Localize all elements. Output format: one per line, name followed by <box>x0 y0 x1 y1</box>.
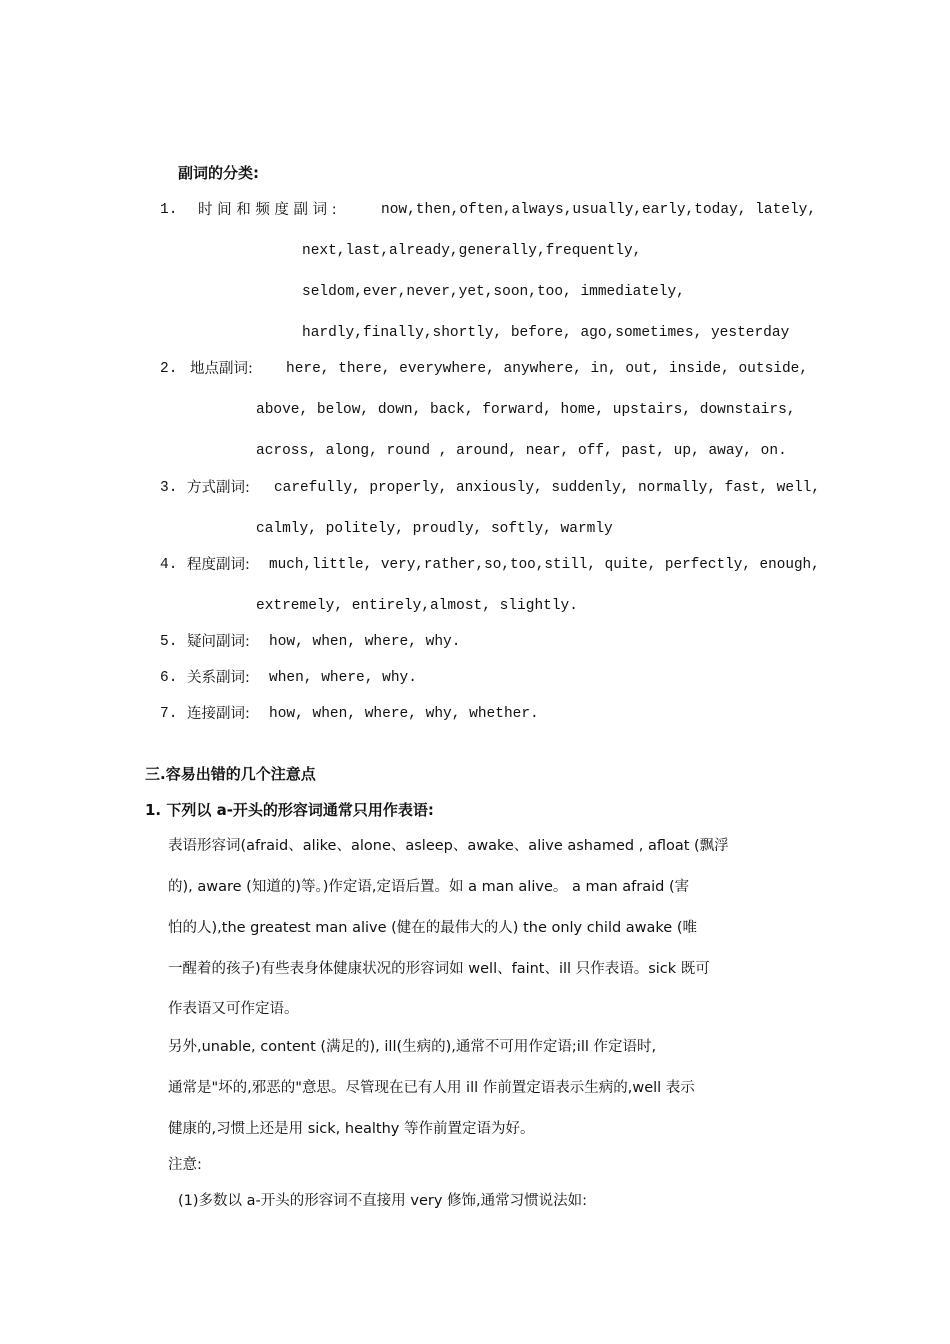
para-1-line-1: 表语形容词(afraid、alike、alone、asleep、awake、alive ashamed , afloat (飘浮 <box>168 838 729 854</box>
para-1-line-3: 怕的人),the greatest man alive (健在的最伟大的人) the only child awake (唯 <box>168 920 697 936</box>
item-4-number: 4. <box>160 557 178 573</box>
item-1-line-4: hardly,finally,shortly, before, ago,sometimes, yesterday <box>302 325 790 341</box>
para-2-line-2: 通常是"坏的,邪恶的"意思。尽管现在已有人用 ill 作前置定语表示生病的,well 表示 <box>168 1080 695 1096</box>
item-7-line-1: how, when, where, why, whether. <box>269 706 539 722</box>
item-2-label: 地点副词: <box>190 361 253 377</box>
para-2-line-1: 另外,unable, content (满足的), ill(生病的),通常不可用作定语;ill 作定语时, <box>168 1039 657 1055</box>
note-1: (1)多数以 a-开头的形容词不直接用 very 修饰,通常习惯说法如: <box>178 1193 588 1209</box>
item-1-label: 时 间 和 频 度 副 词 : <box>198 202 337 218</box>
item-1-line-3: seldom,ever,never,yet,soon,too, immediately, <box>302 284 685 300</box>
note-label: 注意: <box>168 1157 202 1173</box>
part-3-title: 三.容易出错的几个注意点 <box>145 765 316 783</box>
item-3-label: 方式副词: <box>187 480 250 496</box>
section-title: 副词的分类: <box>178 164 259 182</box>
item-5-label: 疑问副词: <box>187 634 250 650</box>
item-4-line-2: extremely, entirely,almost, slightly. <box>256 598 578 614</box>
item-5-line-1: how, when, where, why. <box>269 634 461 650</box>
item-5-number: 5. <box>160 634 178 650</box>
para-1-line-5: 作表语又可作定语。 <box>168 1001 299 1017</box>
item-6-number: 6. <box>160 670 178 686</box>
item-2-line-2: above, below, down, back, forward, home, upstairs, downstairs, <box>256 402 796 418</box>
point-1-title: 1. 下列以 a-开头的形容词通常只用作表语: <box>145 801 434 819</box>
item-4-line-1: much,little, very,rather,so,too,still, quite, perfectly, enough, <box>269 557 820 573</box>
item-6-line-1: when, where, why. <box>269 670 417 686</box>
item-2-number: 2. <box>160 361 178 377</box>
item-1-line-1: now,then,often,always,usually,early,today, lately, <box>381 202 817 218</box>
item-1-line-2: next,last,already,generally,frequently, <box>302 243 642 259</box>
item-3-number: 3. <box>160 480 178 496</box>
item-6-label: 关系副词: <box>187 670 250 686</box>
para-2-line-3: 健康的,习惯上还是用 sick, healthy 等作前置定语为好。 <box>168 1121 535 1137</box>
item-4-label: 程度副词: <box>187 557 250 573</box>
item-1-number: 1. <box>160 202 178 218</box>
item-2-line-1: here, there, everywhere, anywhere, in, out, inside, outside, <box>286 361 809 377</box>
para-1-line-4: 一醒着的孩子)有些表身体健康状况的形容词如 well、faint、ill 只作表语。sick 既可 <box>168 961 710 977</box>
item-3-line-2: calmly, politely, proudly, softly, warmly <box>256 521 613 537</box>
para-1-line-2: 的), aware (知道的)等。)作定语,定语后置。如 a man alive。 a man afraid (害 <box>168 879 690 895</box>
item-7-number: 7. <box>160 706 178 722</box>
item-2-line-3: across, along, round , around, near, off, past, up, away, on. <box>256 443 787 459</box>
item-7-label: 连接副词: <box>187 706 250 722</box>
item-3-line-1: carefully, properly, anxiously, suddenly, normally, fast, well, <box>274 480 821 496</box>
